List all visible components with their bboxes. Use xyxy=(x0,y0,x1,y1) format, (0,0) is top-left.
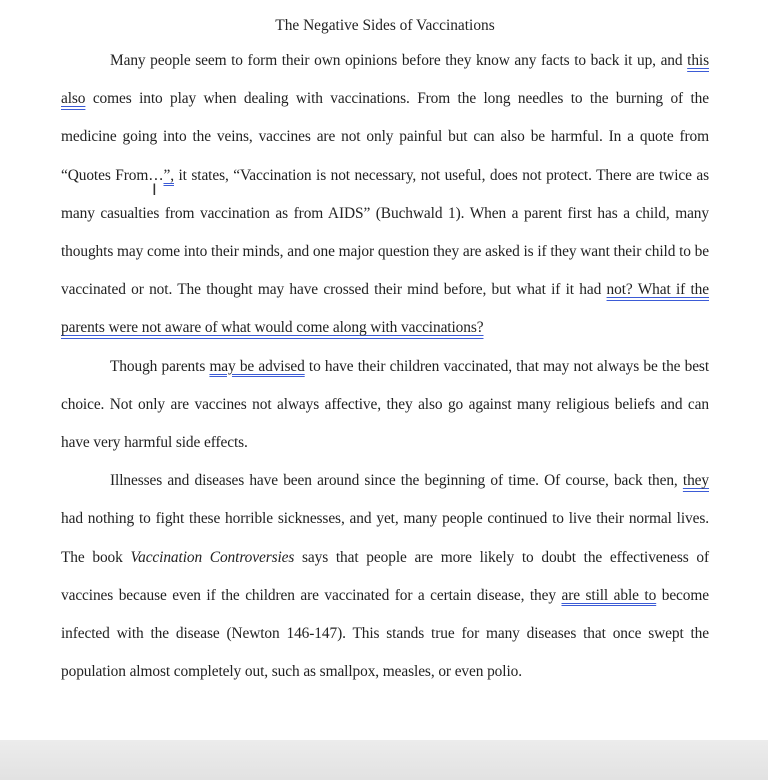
grammar-flag-they[interactable]: they xyxy=(682,472,709,490)
grammar-flag-may-be-advised[interactable]: may be advised xyxy=(209,357,305,375)
paragraph-3-text-3: says that people are more likely to doubt the effectiveness of vaccines because even if the children are vaccinated for a certain disease, they xyxy=(61,548,710,604)
document-title: The Negative Sides of Vaccinations xyxy=(275,17,495,34)
paragraph-3-text-2: had nothing to fight these horrible sicknesses, and yet, many people continued to live their normal lives. The book xyxy=(61,510,709,566)
book-title-italic: Vaccination Controversies xyxy=(130,548,295,566)
grammar-flag-question[interactable]: not? What if the parents were not aware of what would come along with vaccinations? xyxy=(61,281,709,337)
paragraph-3-text-4: become infected with the disease (Newton 146-147). This stands true for many diseases that once swept the population almost completely out, such as smallpox, measles, or even polio. xyxy=(61,586,709,681)
grammar-flag-this-also[interactable]: this also xyxy=(61,52,709,108)
paragraph-2[interactable] xyxy=(61,348,709,463)
bottom-scroll-area xyxy=(0,740,768,780)
grammar-flag-quote-mark[interactable]: ”, xyxy=(163,166,174,184)
document-body[interactable] xyxy=(61,10,709,691)
paragraph-1-text-2: comes into play when dealing with vaccinations. From the long needles to the burning of the medicine going into the veins, vaccines are not only painful but can also be harmful. In a quote from “Quotes From… xyxy=(61,90,709,184)
paragraph-2-text-1: Though parents xyxy=(110,357,210,375)
paragraph-3-text-1: Illnesses and diseases have been around since the beginning of time. Of course, back then, xyxy=(110,472,683,490)
paragraph-1-text-1: Many people seem to form their own opinions before they know any facts to back it up, and xyxy=(110,52,688,69)
grammar-flag-are-still-able-to[interactable]: are still able to xyxy=(561,586,657,604)
paragraph-2-text-2: to have their children vaccinated, that may not always be the best choice. Not only are vaccines not always affective, they also go against many religious beliefs and can have very harmful side effects. xyxy=(61,357,709,452)
text-cursor-icon: I xyxy=(152,180,157,199)
paragraph-3[interactable] xyxy=(61,462,709,691)
paragraph-1-text-3: it states, “Vaccination is not necessary, not useful, does not protect. There are twice as many casualties from vaccination as from AIDS” (Buchwald 1). When a parent first has a child, many thoughts may come into their minds, and one major question they are asked is if they want their child to be vaccinated or not. The thought may have crossed their mind before, but what if it had xyxy=(61,166,709,299)
